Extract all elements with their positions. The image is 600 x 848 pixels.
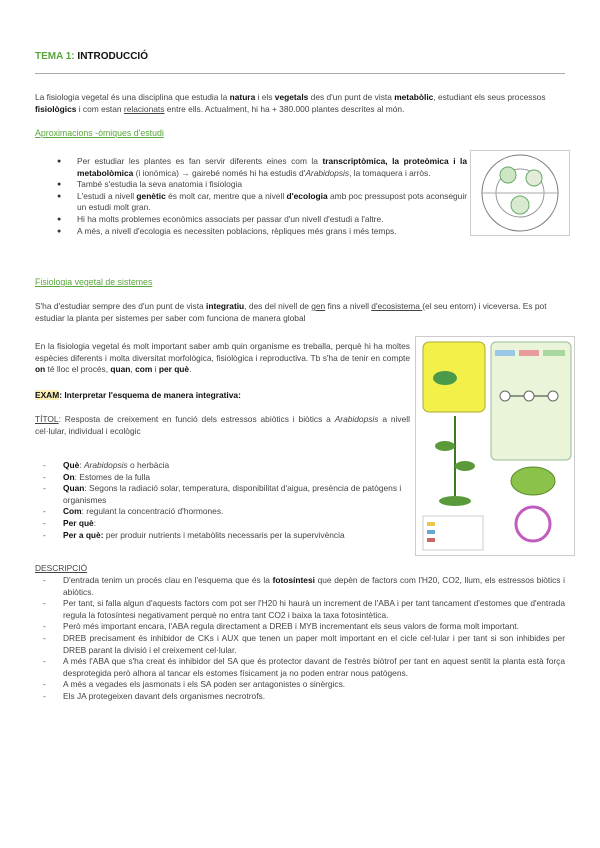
divider (35, 73, 565, 74)
list-item: - On: Estomes de la fulla (35, 472, 413, 484)
list-item: - A més l'ABA que s'ha creat és inhibidor del SA que és protector davant de l'estrès biòtrof per tant en aquest sentit la planta està força desprotegida però alhora al tancar els estomes físicament ja no poden entrar nous patògens. (35, 656, 565, 679)
omiques-list (57, 156, 467, 237)
list-item: - A més a vegades els jasmonats i els SA poden ser antagonistes o sinèrgics. (35, 679, 565, 691)
descripcio-label: DESCRIPCIÓ (35, 563, 88, 573)
list-item: - Per tant, si falla algun d'aquests factors com pot ser l'H20 hi haurà un increment de l'ABA i per tant tancament d'estomes que d'entrada regula la fotosíntesi negativament perquè no entra tant CO2 i baixa la taxa fotosintètica. (35, 598, 565, 621)
list-item: ● L'estudi a nivell genètic és molt car, mentre que a nivell d'ecologia amb poc pressupost pots aconseguir un estudi molt gran. (57, 191, 467, 214)
list-item: - Què: Arabidopsis o herbàcia (35, 460, 413, 472)
list-item: ● Hi ha molts problemes econòmics associats per passar d'un nivell d'estudi a l'altre. (57, 214, 467, 226)
integrative-scheme-figure (415, 336, 575, 556)
list-item: - Però més important encara, l'ABA regula directament a DREB i MYB incrementant els seus valors de forma molt important. (35, 621, 565, 633)
list-item: ● També s'estudia la seva anatomia i fisiologia (57, 179, 467, 191)
list-item: ● Per estudiar les plantes es fan servir diferents eines com la transcriptòmica, la proteòmica i la metabolòmica (i ionòmica) → gairebé només hi ha estudis d'Arabidopsis, la tomaquera i arròs. (57, 156, 467, 179)
section-heading-sistemes: Fisiologia vegetal de sistemes (35, 277, 153, 287)
sistemes-paragraph: S'ha d'estudiar sempre des d'un punt de vista integratiu, des del nivell de gen fins a nivell d'ecosistema (el seu entorn) i viceversa. Es pot estudiar la planta per sistemes per saber com funciona de manera global (35, 301, 547, 323)
list-item: - D'entrada tenim un procés clau en l'esquema que és la fotosíntesi que depèn de factors com l'H20, CO2, llum, els estressos biòtics i abiòtics. (35, 575, 565, 598)
exam-note: EXAM: Interpretar l'esquema de manera integrativa: (35, 390, 241, 400)
omics-circle-figure (470, 150, 570, 236)
descripcio-list (35, 575, 565, 703)
list-item: - Per què: (35, 518, 413, 530)
page-title: TEMA 1: INTRODUCCIÓ (35, 51, 148, 62)
organism-paragraph: En la fisiologia vegetal és molt important saber amb quin organisme es treballa, perquè hi ha moltes espècies diferents i molta diversitat morfològica, fisiològica i reproductiva. Tb s'ha de tenir en compte on té lloc el procés, quan, com i per què. (35, 341, 410, 375)
list-item: - Els JA protegeixen davant dels organismes necrotrofs. (35, 691, 565, 703)
list-item: - DREB precisament és inhibidor de CKs i AUX que tenen un paper molt important en el cicle cel·lular i per tant si son inhibides per DREB parant la divisió i el creixement cel·lular. (35, 633, 565, 656)
intro-paragraph: La fisiologia vegetal és una disciplina que estudia la natura i els vegetals des d'un punt de vista metabòlic, estudiant els seus processos fisiològics i com estan relacionats entre ells. Actualment, hi ha + 380.000 plantes descrites al món. (35, 92, 546, 114)
list-item: - Per a què: per produir nutrients i metabòlits necessaris per la supervivència (35, 530, 413, 542)
section-heading-omiques: Aproximacions -òmiques d'estudi (35, 128, 164, 138)
list-item: - Com: regulant la concentració d'hormones. (35, 506, 413, 518)
titol-paragraph: TÍTOL: Resposta de creixement en funció dels estressos abiòtics i biòtics a Arabidopsis a nivell cel·lular, individual i ecològic (35, 414, 410, 436)
list-item: - Quan: Segons la radiació solar, temperatura, disponibilitat d'aigua, presència de patògens i organismes (35, 483, 413, 506)
list-item: ● A més, a nivell d'ecologia es necessiten poblacions, rèpliques més grans i més temps. (57, 226, 467, 238)
questions-list (35, 460, 413, 541)
